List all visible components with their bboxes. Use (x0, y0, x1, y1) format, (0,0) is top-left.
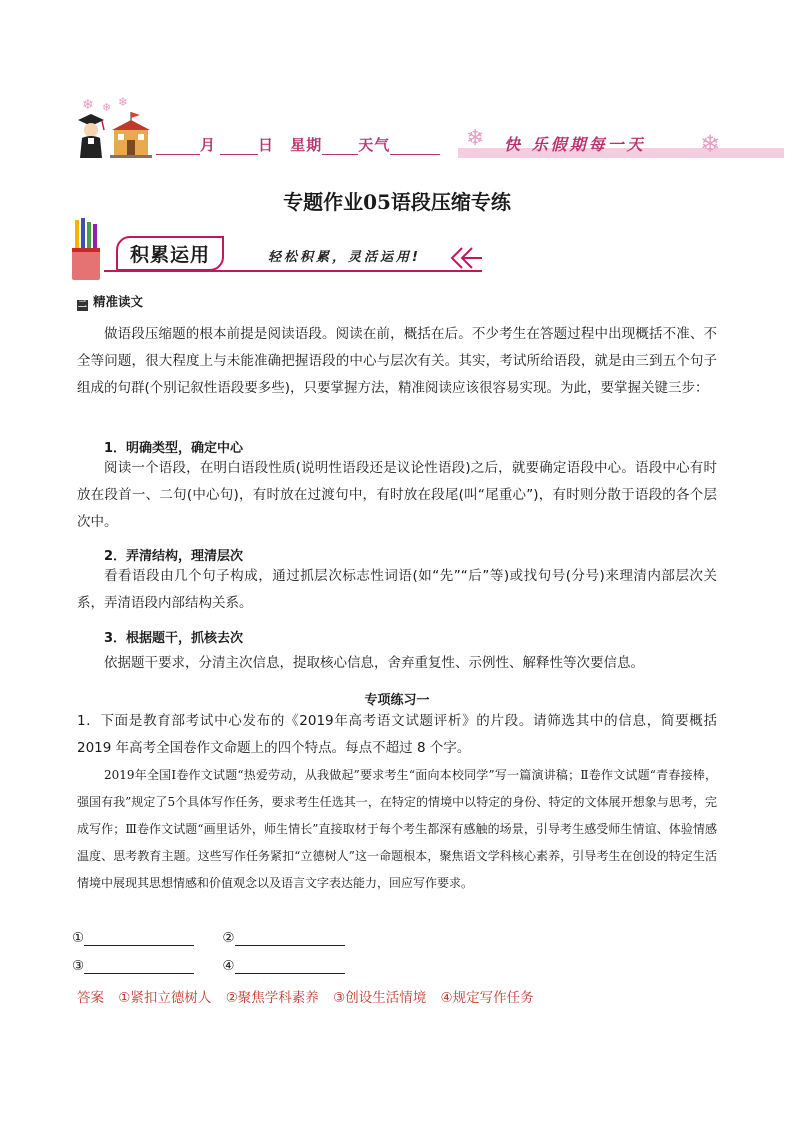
weather-blank[interactable] (390, 140, 440, 155)
document-title: 专题作业05语段压缩专练 (283, 190, 511, 214)
weather-label: 天气 (358, 136, 391, 154)
answer-item: ②聚焦学科素养 (225, 990, 319, 1006)
blank-4[interactable] (235, 959, 345, 974)
exercise-passage: 2019年全国Ⅰ卷作文试题“热爱劳动，从我做起”要求考生“面向本校同学”写一篇演讲稿；Ⅱ卷作文试题“青春接棒，强国有我”规定了5个具体写作任务，要求考生任选其一，在特定的情境中以特定的身份、特定的文体展开想象与思考，完成写作；Ⅲ卷作文试题“画里话外，师生情长”直接取材于每个考生都深有感触的场景，引导考生感受师生情谊、体验情感温度、思考教育主题。这些写作任务紧扣“立德树人”这一命题根本，聚焦语文学科核心素养，引导考生在创设的特定生活情境中展现其思想情感和价值观念以及语言文字表达能力，回应写作要求。 (77, 768, 717, 890)
slogan: 快 乐假期每一天 (504, 135, 646, 154)
answer-item: ①紧扣立德树人 (118, 990, 212, 1006)
exercise-question: 1．下面是教育部考试中心发布的《2019年高考语文试题评析》的片段。请筛选其中的信息，简要概括 2019 年高考全国卷作文命题上的四个特点。每点不超过 8 个字。 (77, 713, 717, 756)
answer-item: ③创设生活情境 (333, 990, 427, 1006)
answer-item: ④规定写作任务 (440, 990, 534, 1006)
blank-1[interactable] (84, 931, 194, 946)
day-blank[interactable] (220, 140, 258, 155)
snowflake-icon: ❄ (102, 101, 112, 114)
step-1-heading: 1．明确类型，确定中心 (104, 441, 244, 456)
blank-2-label: ② (222, 930, 235, 946)
section-title: 精准读文 (93, 294, 144, 309)
answer-blank-row (72, 930, 345, 946)
graduate-student-icon (74, 112, 108, 162)
month-blank[interactable] (156, 140, 200, 155)
exercise-heading: 专项练习一 (364, 693, 430, 708)
step-2-body: 看看语段由几个句子构成，通过抓层次标志性词语(如“先”“后”等)或找句号(分号)来理清内部层次关系，弄清语段内部结构关系。 (77, 568, 717, 611)
banner-underline (104, 270, 482, 272)
answer-blank-row (72, 958, 345, 974)
intro-paragraph: 做语段压缩题的根本前提是阅读语段。阅读在前，概括在后。不少考生在答题过程中出现概括不准、不全等问题，很大程度上与未能准确把握语段的中心与层次有关。其实，考试所给语段，就是由三到五个句子组成的句群(个别记叙性语段要多些)，只要掌握方法，精准阅读应该很容易实现。为此，要掌握关键三步： (77, 326, 717, 396)
date-line (156, 134, 440, 155)
week-blank[interactable] (322, 140, 358, 155)
week-label: 星期 (290, 136, 323, 154)
answer-label: 答案 (77, 990, 104, 1006)
blank-4-label: ④ (222, 958, 235, 974)
banner-label: 积累运用 (116, 236, 224, 271)
snowflake-icon: ❄ (700, 130, 721, 158)
pencil-cup-icon (70, 218, 102, 282)
school-building-icon (108, 112, 154, 158)
day-label: 日 (258, 136, 275, 154)
section-heading (77, 292, 143, 311)
snowflake-icon: ❄ (466, 126, 485, 151)
blank-2[interactable] (235, 931, 345, 946)
step-3-heading: 3．根据题干，抓核去次 (104, 631, 244, 646)
snowflake-icon: ❄ (118, 95, 129, 109)
blank-3[interactable] (84, 959, 194, 974)
step-3-body: 依据题干要求，分清主次信息，提取核心信息，舍弃重复性、示例性、解释性等次要信息。 (104, 655, 644, 671)
answer-line (77, 986, 534, 1006)
step-2-heading: 2．弄清结构，理清层次 (104, 549, 244, 564)
blank-1-label: ① (72, 930, 85, 946)
step-1-body: 阅读一个语段，在明白语段性质(说明性语段还是议论性语段)之后，就要确定语段中心。语段中心有时放在段首一、二句(中心句)，有时放在过渡句中，有时放在段尾(叫“尾重心”)，有时则分散于语段的各个层次中。 (77, 460, 717, 530)
section-mark: 二 (77, 300, 87, 310)
banner-subtitle: 轻松积累，灵活运用! (268, 250, 421, 265)
month-label: 月 (200, 136, 217, 154)
snowflake-icon: ❄ (82, 97, 94, 113)
double-arrow-icon (448, 246, 482, 270)
blank-3-label: ③ (72, 958, 85, 974)
header-decoration (74, 95, 784, 168)
